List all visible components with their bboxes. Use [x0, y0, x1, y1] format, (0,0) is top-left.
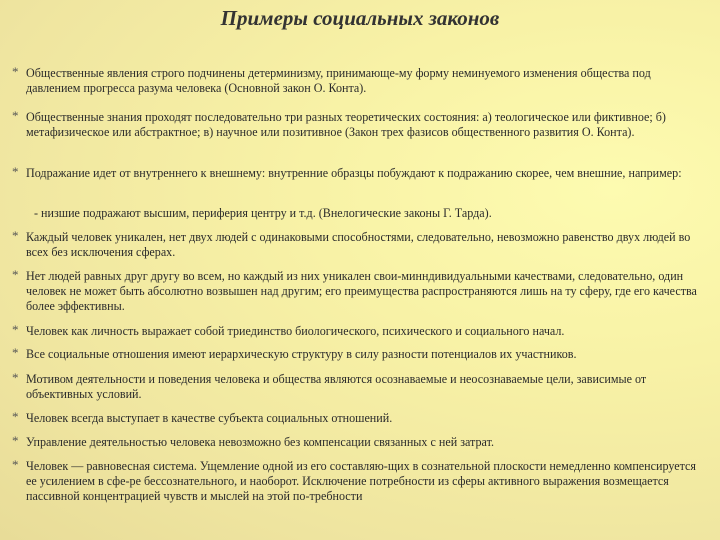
page-title: Примеры социальных законов [220, 6, 500, 30]
bullet-marker: * [12, 322, 19, 337]
list-item-text: Все социальные отношения имеют иерархическую структуру в силу разности потенциалов их участников. [26, 347, 577, 361]
bullet-marker: * [12, 108, 19, 123]
list-item-text: - низшие подражают высшим, периферия центру и т.д. (Внелогические законы Г. Тарда). [34, 206, 492, 220]
list-item-text: Мотивом деятельности и поведения человека и общества являются осознаваемые и неосознаваемые цели, зависимые от объективных условий. [26, 372, 647, 402]
bullet-marker: * [12, 267, 19, 282]
list-item-text: Нет людей равных друг другу во всем, но каждый из них уникален свои-минндивидуальными качествами, следовательно, один человек не может быть абсолютно возвышен над другим; его преимущества распространяются лишь на ту сферу, где его качества более эффективны. [26, 269, 697, 314]
bullet-marker: * [12, 64, 19, 79]
list-item-text: Каждый человек уникален, нет двух людей с одинаковыми способностями, следовательно, невозможно равенство двух людей во всех без исключения сферах. [26, 230, 691, 260]
bullet-marker: * [12, 457, 19, 472]
bullet-marker: * [12, 164, 19, 179]
list-item-text: Общественные знания проходят последовательно три разных теоретических состояния: а) теологическое или фиктивное; б) метафизическое или абстрактное; в) научное или позитивное (Закон трех фазисов общественного развития О. Конта). [26, 110, 666, 140]
list-item-text: Подражание идет от внутреннего к внешнему: внутренние образцы побуждают к подражанию скорее, чем внешние, например: [26, 166, 682, 180]
bullet-marker: * [12, 433, 19, 448]
list-item-text: Управление деятельностью человека невозможно без компенсации связанных с ней затрат. [26, 435, 494, 449]
list-item-text: Человек всегда выступает в качестве субъекта социальных отношений. [26, 411, 393, 425]
list-item-text: Общественные явления строго подчинены детерминизму, принимающе-му форму неминуемого изменения общества под давлением прогресса разума человека (Основной закон О. Конта). [26, 66, 651, 96]
bullet-marker: * [12, 228, 19, 243]
bullet-marker: * [12, 409, 19, 424]
list-item-text: Человек как личность выражает собой триединство биологического, психического и социального начал. [26, 324, 565, 338]
list-item-text: Человек — равновесная система. Ущемление одной из его составляю-щих в сознательной плоскости немедленно компенсируется ее усилением в сфе-ре бессознательного, и наоборот. Исключение потребности из сферы активного выражения возмещается пассивной концентрацией чувств и мыслей на этой по-требности [26, 459, 696, 504]
bullet-marker: * [12, 345, 19, 360]
bullet-marker: * [12, 370, 19, 385]
